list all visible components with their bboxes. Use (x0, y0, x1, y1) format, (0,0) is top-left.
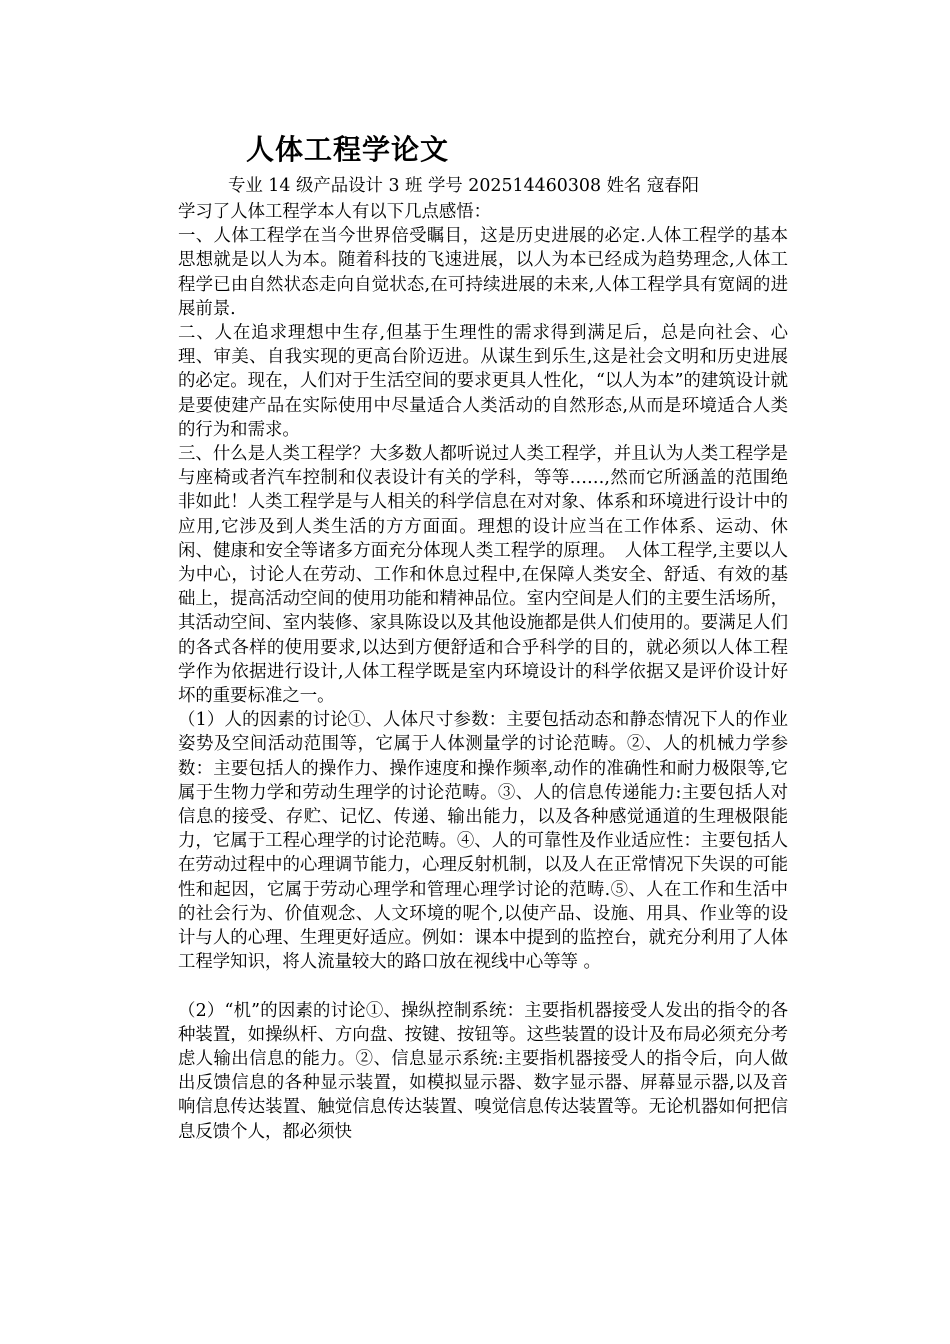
section-3-paragraph: 三、什么是人类工程学？大多数人都听说过人类工程学，并且认为人类工程学是与座椅或者汽车控制和仪表设计有关的学科，等等……,然而它所涵盖的范围绝非如此！人类工程学是与人相关的科学信息在对对象、体系和环境进行设计中的应用,它涉及到人类生活的方方面面。理想的设计应当在工作体系、运动、休闲、健康和安全等诸多方面充分体现人类工程学的原理。 人体工程学,主要以人为中心，讨论人在劳动、工作和休息过程中,在保障人类安全、舒适、有效的基础上，提高活动空间的使用功能和精神品位。室内空间是人们的主要生活场所，其活动空间、室内装修、家具陈设以及其他设施都是供人们使用的。要满足人们的各式各样的使用要求,以达到方便舒适和合乎科学的目的，就必须以人体工程学作为依据进行设计,人体工程学既是室内环境设计的科学依据又是评价设计好坏的重要标准之一。 (178, 444, 788, 707)
intro-paragraph: 学习了人体工程学本人有以下几点感悟： (178, 202, 492, 222)
document-body (178, 200, 788, 1144)
section-1-paragraph: 一、人体工程学在当今世界倍受瞩目，这是历史进展的必定.人体工程学的基本思想就是以人为本。随着科技的飞速进展，以人为本已经成为趋势理念,人体工程学已由自然状态走向自觉状态,在可持续进展的未来,人体工程学具有宽阔的进展前景. (178, 226, 788, 319)
section-2-paragraph: 二、人在追求理想中生存,但基于生理性的需求得到满足后，总是向社会、心理、审美、自我实现的更高台阶迈进。从谋生到乐生,这是社会文明和历史进展的必定。现在，人们对于生活空间的要求更具人性化，“以人为本”的建筑设计就是要使建产品在实际使用中尽量适合人类活动的自然形态,从而是环境适合人类的行为和需求。 (178, 323, 788, 440)
author-byline: 专业 14 级产品设计 3 班 学号 202514460308 姓名 寇春阳 (228, 176, 700, 196)
machine-factors-paragraph: （2）“机”的因素的讨论①、操纵控制系统：主要指机器接受人发出的指令的各种装置，如操纵杆、方向盘、按键、按钮等。这些装置的设计及布局必须充分考虑人输出信息的能力。②、信息显示系统:主要指机器接受人的指令后，向人做出反馈信息的各种显示装置，如模拟显示器、数字显示器、屏幕显示器,以及音响信息传达装置、触觉信息传达装置、嗅觉信息传达装置等。无论机器如何把信息反馈个人，都必须快 (178, 1000, 788, 1142)
human-factors-paragraph: （1）人的因素的讨论①、人体尺寸参数：主要包括动态和静态情况下人的作业姿势及空间活动范围等，它属于人体测量学的讨论范畴。②、人的机械力学参数：主要包括人的操作力、操作速度和操作频率,动作的准确性和耐力极限等,它属于生物力学和劳动生理学的讨论范畴。③、人的信息传递能力:主要包括人对信息的接受、存贮、记忆、传递、输出能力，以及各种感觉通道的生理极限能力，它属于工程心理学的讨论范畴。④、人的可靠性及作业适应性：主要包括人在劳动过程中的心理调节能力，心理反射机制，以及人在正常情况下失误的可能性和起因，它属于劳动心理学和管理心理学讨论的范畴.⑤、人在工作和生活中的社会行为、价值观念、人文环境的呢个,以使产品、设施、用具、作业等的设计与人的心理、生理更好适应。例如：课本中提到的监控台，就充分利用了人体工程学知识，将人流量较大的路口放在视线中心等等 。 (178, 710, 788, 973)
document-title: 人体工程学论文 (246, 133, 450, 166)
